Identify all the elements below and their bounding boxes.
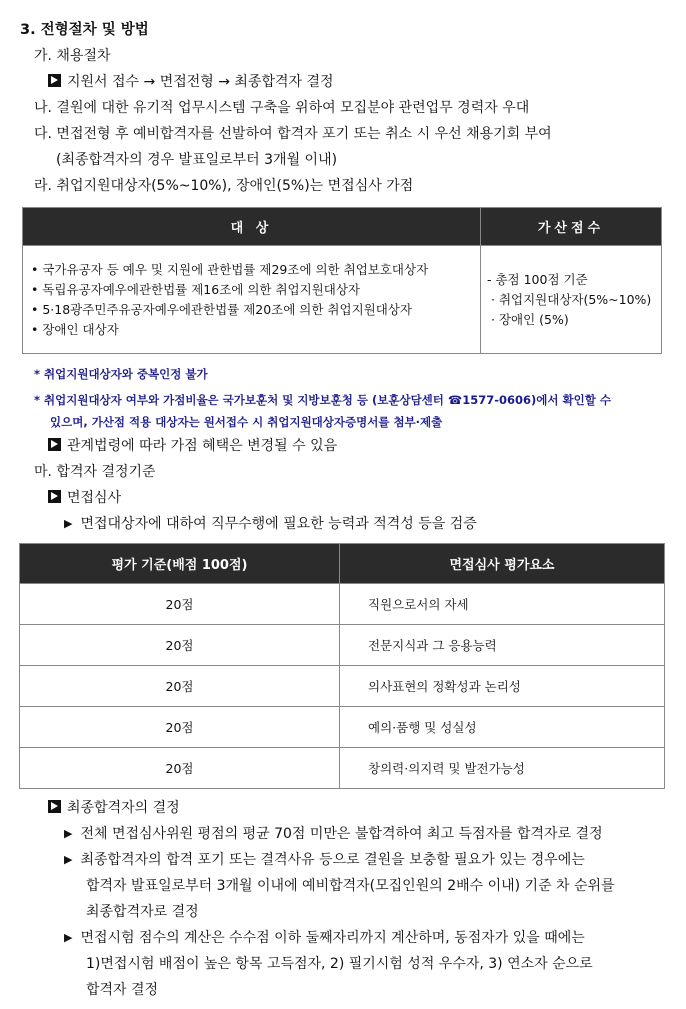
eval-score: 20점 bbox=[20, 625, 340, 666]
ra-text: 라. 취업지원대상자(5%~10%), 장애인(5%)는 면접심사 가점 bbox=[34, 178, 414, 194]
ga-flow: 지원서 접수 → 면접전형 → 최종합격자 결정 bbox=[48, 72, 334, 92]
interview-label: 면접심사 bbox=[48, 488, 121, 508]
eval-element: 전문지식과 그 응용능력 bbox=[340, 625, 665, 666]
final-item-1: ▶ 전체 면접심사위원 평점의 평균 70점 미만은 불합격하여 최고 득점자를 합격자로 결정 bbox=[64, 826, 603, 842]
target-item: • 국가유공자 등 예우 및 지원에 관한법률 제29조에 의한 취업보호대상자 bbox=[31, 261, 429, 277]
eval-element: 예의·품행 및 성실성 bbox=[340, 707, 665, 748]
ma-label: 마. 합격자 결정기준 bbox=[34, 464, 156, 480]
arrow-box-icon bbox=[48, 800, 61, 813]
bonus-points bbox=[481, 246, 662, 354]
na-text: 나. 결원에 대한 유기적 업무시스템 구축을 위하여 모집분야 관련업무 경력자 우대 bbox=[34, 100, 530, 116]
target-item: • 장애인 대상자 bbox=[31, 321, 119, 337]
final-item-3-cont: 합격자 결정 bbox=[86, 982, 159, 998]
triangle-bullet-icon: ▶ bbox=[64, 853, 73, 866]
eval-element: 의사표현의 정확성과 논리성 bbox=[340, 666, 665, 707]
final-label: 최종합격자의 결정 bbox=[48, 798, 180, 818]
ga-label: 가. 채용절차 bbox=[34, 48, 111, 64]
triangle-bullet-icon: ▶ bbox=[64, 827, 73, 840]
bonus-table bbox=[22, 207, 662, 354]
table-row bbox=[20, 584, 665, 625]
arrow-box-icon bbox=[48, 74, 61, 87]
table-row bbox=[20, 707, 665, 748]
bonus-header-points: 가산점수 bbox=[481, 208, 662, 246]
eval-element: 창의력·의지력 및 발전가능성 bbox=[340, 748, 665, 789]
note-duplicate: * 취업지원대상자와 중복인정 불가 bbox=[34, 367, 208, 381]
triangle-bullet-icon: ▶ bbox=[64, 517, 73, 530]
eval-score: 20점 bbox=[20, 666, 340, 707]
arrow-box-icon bbox=[48, 490, 61, 503]
section-title: 3. 전형절차 및 방법 bbox=[20, 22, 149, 38]
law-change-note: 관계법령에 따라 가점 혜택은 변경될 수 있음 bbox=[48, 436, 337, 456]
final-item-2-cont: 합격자 발표일로부터 3개월 이내에 예비합격자(모집인원의 2배수 이내) 기준 차 순위를 bbox=[86, 878, 615, 894]
final-item-2: ▶ 최종합격자의 합격 포기 또는 결격사유 등으로 결원을 보충할 필요가 있는 경우에는 bbox=[64, 852, 585, 868]
table-row bbox=[20, 666, 665, 707]
da-subtext: (최종합격자의 경우 발표일로부터 3개월 이내) bbox=[56, 152, 338, 168]
arrow-box-icon bbox=[48, 438, 61, 451]
triangle-bullet-icon: ▶ bbox=[64, 931, 73, 944]
table-row bbox=[20, 748, 665, 789]
final-item-3-cont: 1)면접시험 배점이 높은 항목 고득점자, 2) 필기시험 성적 우수자, 3) 연소자 순으로 bbox=[86, 956, 593, 972]
eval-header-element: 면접심사 평가요소 bbox=[340, 544, 665, 584]
note-verify-line2: 있으며, 가산점 적용 대상자는 원서접수 시 취업지원대상자증명서를 첨부·제출 bbox=[50, 415, 443, 429]
eval-table bbox=[19, 543, 665, 789]
eval-header-score: 평가 기준(배점 100점) bbox=[20, 544, 340, 584]
points-item: · 취업지원대상자(5%~10%) bbox=[491, 291, 652, 307]
eval-score: 20점 bbox=[20, 584, 340, 625]
target-item: • 독립유공자예우에관한법률 제16조에 의한 취업지원대상자 bbox=[31, 281, 360, 297]
table-row bbox=[20, 625, 665, 666]
note-verify-line1: * 취업지원대상자 여부와 가점비율은 국가보훈처 및 지방보훈청 등 (보훈상담센터 ☎1577-0606)에서 확인할 수 bbox=[34, 393, 611, 407]
da-text: 다. 면접전형 후 예비합격자를 선발하여 합격자 포기 또는 취소 시 우선 채용기회 부여 bbox=[34, 126, 552, 142]
target-item: • 5·18광주민주유공자예우에관한법률 제20조에 의한 취업지원대상자 bbox=[31, 301, 412, 317]
final-item-3: ▶ 면접시험 점수의 계산은 수수점 이하 둘째자리까지 계산하며, 동점자가 있을 때에는 bbox=[64, 930, 585, 946]
eval-element: 직원으로서의 자세 bbox=[340, 584, 665, 625]
points-item: - 총점 100점 기준 bbox=[487, 271, 588, 287]
bonus-targets bbox=[23, 246, 481, 354]
final-item-2-cont: 최종합격자로 결정 bbox=[86, 904, 199, 920]
bonus-header-target: 대 상 bbox=[23, 208, 481, 246]
interview-desc: ▶ 면접대상자에 대하여 직무수행에 필요한 능력과 적격성 등을 검증 bbox=[64, 516, 477, 532]
eval-score: 20점 bbox=[20, 707, 340, 748]
points-item: · 장애인 (5%) bbox=[491, 311, 569, 327]
eval-score: 20점 bbox=[20, 748, 340, 789]
